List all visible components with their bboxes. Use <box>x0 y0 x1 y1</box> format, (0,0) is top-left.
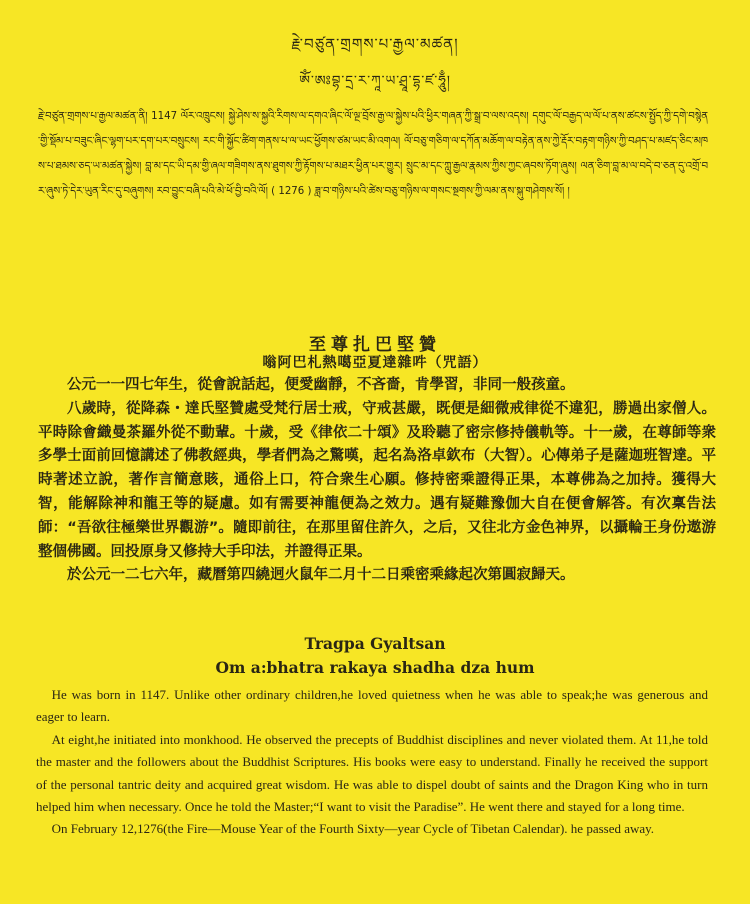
tibetan-paragraph: རྗེ་བཙུན་གྲགས་པ་རྒྱལ་མཚན་ནི། 1147 ལོར་འཁྲུངས། སྐྱེ་ཤེས་ས་སྐྱའི་རིགས་ལ་དགའ་ཞིང་ལོ་ལྔ་བྲོས་རྒྱ་ལ་སྐྱེས་པའི་ཕྱིར་གཞན་ཀྱི་སྒྲ་བ་ལས་འདས། དགུང་ལོ་བརྒྱད་ལ་ལོ་པ་ནས་ཚངས་སྤྱོད་ཀྱི་དགེ་བསྙེན་གྱི་སྡོམ་པ་བཟུང་ཞིང་ལྷག་པར་དག་པར་བསྲུངས། རང་གི་སྐྱོང་ཚིག་གནས་པ་ལ་ཡང་ཕྱོགས་ཙམ་ཡང་མི་འགལ། ལོ་བཅུ་གཅིག་ལ་དཀོན་མཆོག་ལ་བརྟེན་ནས་ཀྱེ་རྡོར་བརྟག་གཉིས་ཀྱི་བཤད་པ་མཛད་ཅིང་མཁས་པ་ཐམས་ཅད་ཡ་མཚན་སྐྱེས། བླ་མ་དང་ཡི་དམ་གྱི་ཞལ་གཟིགས་ནས་ཐུགས་ཀྱི་རྟོགས་པ་མཐར་ཕྱིན་པར་གྱུར། སྲུང་མ་དང་ཀླུ་རྒྱལ་རྣམས་ཀྱིས་ཀྱང་ཞབས་ཏོག་ཞུས། ལན་ཅིག་བླ་མ་ལ་བདེ་བ་ཅན་དུ་འགྲོ་བར་ཞུས་ཏེ་དེར་ཡུན་རིང་དུ་བཞུགས། རབ་བྱུང་བཞི་པའི་མེ་ཕོ་བྱི་བའི་ལོ། ( 1276 ) ཟླ་བ་གཉིས་པའི་ཚེས་བཅུ་གཉིས་ལ་གསང་སྔགས་ཀྱི་ལམ་ནས་སྐུ་གཤེགས་སོ། ། <box>38 111 708 197</box>
english-paragraph: At eight,he initiated into monkhood. He observed the precepts of Buddhist disciplines and never violated them. At 11,he told the master and the followers about the Buddhist Scriptures. His books were easy to understand. Finally he received the support of the personal tantric deity and acquired great wisdom. He was able to dispel doubt of saints and the Dragon King who in turn helped him when necessary. Once he told the Master;“I want to visit the Paradise”. He went there and stayed for a long time. <box>36 731 708 815</box>
chinese-title: 至尊扎巴堅贊 <box>309 335 441 355</box>
chinese-body <box>38 374 716 588</box>
english-title: Tragpa Gyaltsan <box>304 634 446 653</box>
english-paragraph: He was born in 1147. Unlike other ordinary children,he loved quietness when he was able to speak;he was generous and eager to learn. <box>36 687 708 725</box>
english-body <box>36 684 708 841</box>
chinese-mantra: 嗡阿巴札熱噶亞夏達雜吽（咒語） <box>262 355 488 371</box>
tibetan-mantra: ཨོཾ་ཨཿབྷ་དྲ་ར་ཀཱ་ཡ་ཤྲཱ་དྷ་ཛ་ཧཱུྃ། <box>299 73 451 89</box>
tibetan-title: རྗེ་བཙུན་གྲགས་པ་རྒྱལ་མཚན། <box>291 35 459 53</box>
chinese-paragraph: 八歲時，從降森・達氏堅贊處受梵行居士戒，守戒甚嚴，既便是細微戒律從不違犯，勝過出家僧人。平時除會織曼茶羅外從不動輩。十歲，受《律依二十頌》及聆聽了密宗修持儀軌等。十一歲，在尊師等衆多學士面前回憶講述了佛教經典，學者們為之驚嘆，起名為洛卓欽布（大智）。心傳弟子是薩迦班智達。平時著述立說，著作言簡意賅，通俗上口，符合衆生心願。修持密乘證得正果，本尊佛為之加持。獲得大智，能解除神和龍王等的疑慮。如有需要神龍便為之效力。遇有疑難豫伽大自在便會解答。有次稟告法師：“吾欲往極樂世界觀游”。隨即前往，在那里留住許久，之后，又往北方金色神界，以攝輪王身份遨游整個佛國。回投原身又修持大手印法，并證得正果。 <box>38 400 716 560</box>
english-mantra: Om a:bhatra rakaya shadha dza hum <box>215 658 535 677</box>
english-paragraph: On February 12,1276(the Fire—Mouse Year of the Fourth Sixty—year Cycle of Tibetan Calendar). he passed away. <box>51 821 655 837</box>
chinese-paragraph: 於公元一二七六年，藏曆第四繞迥火鼠年二月十二日乘密乘緣起次第圓寂歸天。 <box>67 567 575 584</box>
chinese-paragraph: 公元一一四七年生，從會說話起，便愛幽靜，不吝嗇，肯學習，非同一般孩童。 <box>67 377 575 393</box>
